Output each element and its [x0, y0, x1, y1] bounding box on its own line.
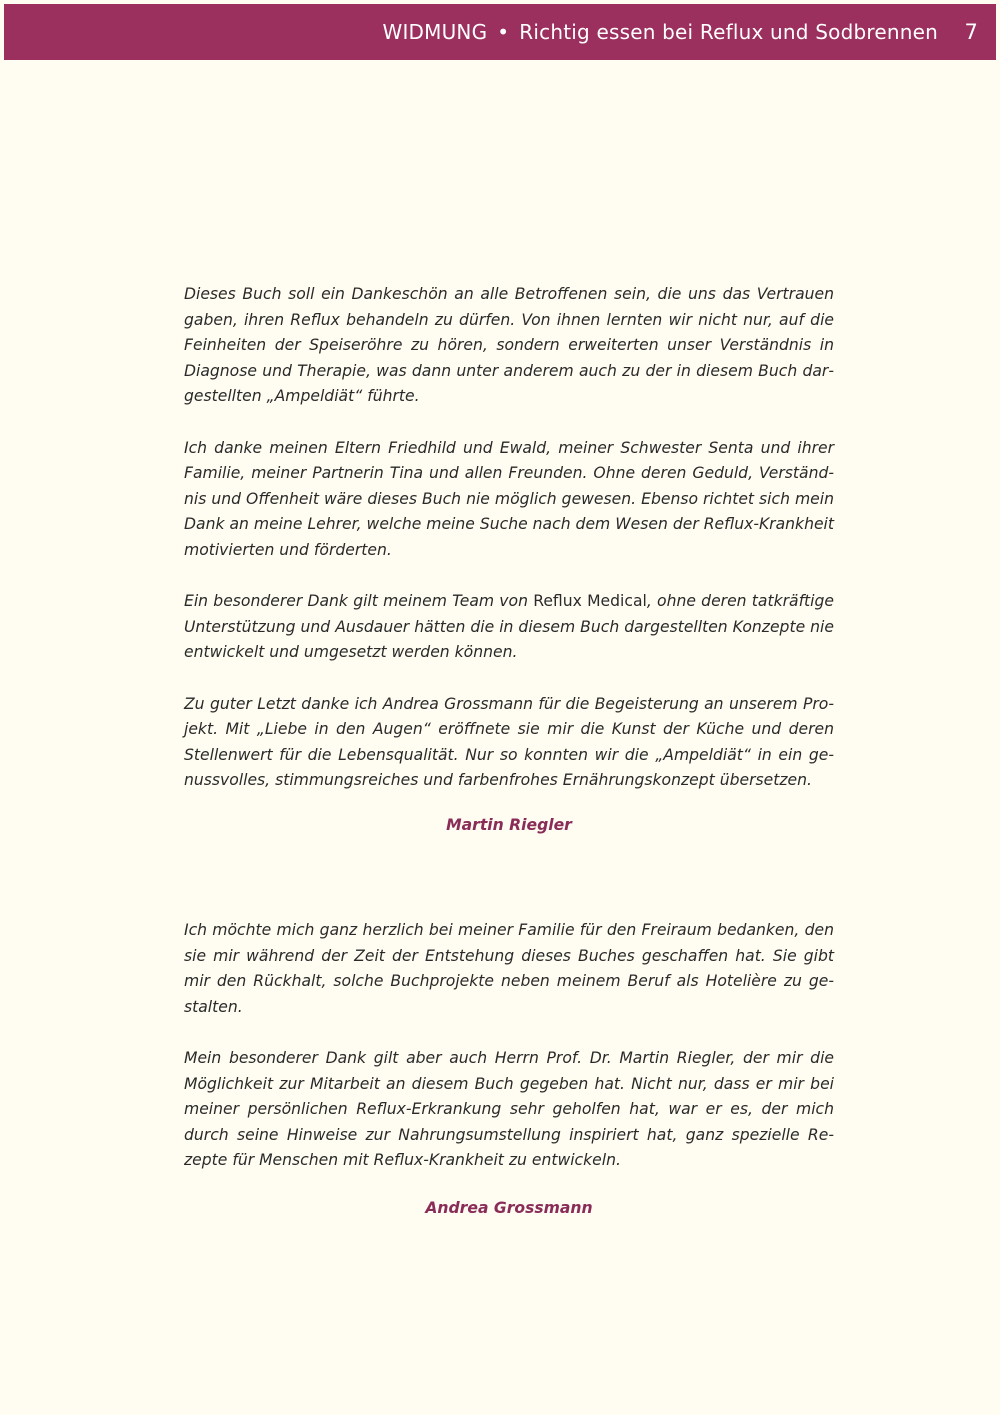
paragraph-3-start: Ein besonderer Dank gilt meinem Team von: [184, 592, 534, 611]
running-header: [4, 4, 996, 60]
dedication-one-paragraph-3: [184, 589, 834, 666]
dedication-one-paragraph-2: Ich danke meinen Eltern Friedhild und Ewald, meiner Schwester Senta und ihrer Familie, meiner Partnerin Tina und allen Freunden. Ohne deren Geduld, Verständnis und Offenheit wäre dieses Buch nie möglich gewesen. Ebenso richtet sich mein Dank an meine Lehrer, welche meine Suche nach dem Wesen der Reflux-Krankheit motivierten und förderten.: [184, 438, 834, 559]
header-book-title: Richtig essen bei Reflux und Sodbrennen: [519, 20, 938, 44]
signature-andrea-grossmann: Andrea Grossmann: [425, 1199, 593, 1217]
dedication-two-body: [184, 918, 834, 1200]
page-number: 7: [964, 20, 978, 44]
company-name: Reflux Medical: [533, 592, 647, 611]
dedication-two-paragraph-1: Ich möchte mich ganz herzlich bei meiner Familie für den Freiraum bedanken, den sie mir während der Zeit der Entstehung dieses Buches geschaffen hat. Sie gibt mir den Rückhalt, solche Buchprojekte neben meinem Beruf als Hotelière zu gestalten.: [184, 921, 834, 1016]
dedication-one-paragraph-1: Dieses Buch soll ein Dankeschön an alle Betroffenen sein, die uns das Vertrauen gaben, ihren Reflux behandeln zu dürfen. Von ihnen lernten wir nicht nur, auf die Feinheiten der Speiseröhre zu hören, sondern erweiterten unser Verständnis in Diagnose und Therapie, was dann unter anderem auch zu der in diesem Buch dargestellten „Ampeldiät“ führte.: [184, 285, 834, 406]
signature-martin-riegler: Martin Riegler: [446, 816, 572, 834]
header-separator: •: [497, 20, 510, 44]
header-section: WIDMUNG: [382, 20, 488, 44]
paragraph-3-end: , ohne deren tatkräftige Unterstützung und Ausdauer hätten die in diesem Buch dargestellten Konzepte nie entwickelt und umgesetzt werden können.: [184, 592, 834, 662]
dedication-one-paragraph-4: Zu guter Letzt danke ich Andrea Grossmann für die Begeisterung an unserem Projekt. Mit „Liebe in den Augen“ eröffnete sie mir die Kunst der Küche und deren Stellenwert für die Lebensqualität. Nur so konnten wir die „Ampeldiät“ in ein genussvolles, stimmungsreiches und farbenfrohes Ernährungskonzept übersetzen.: [184, 694, 834, 790]
dedication-two-paragraph-2: Mein besonderer Dank gilt aber auch Herrn Prof. Dr. Martin Riegler, der mir die Möglichkeit zur Mitarbeit an diesem Buch gegeben hat. Nicht nur, dass er mir bei meiner persönlichen Reflux-Erkrankung sehr geholfen hat, war er es, der mich durch seine Hinweise zur Nahrungsumstellung inspiriert hat, ganz spezielle Rezepte für Menschen mit Reflux-Krankheit zu entwickeln.: [184, 1048, 834, 1170]
dedication-one-body: [184, 282, 834, 819]
